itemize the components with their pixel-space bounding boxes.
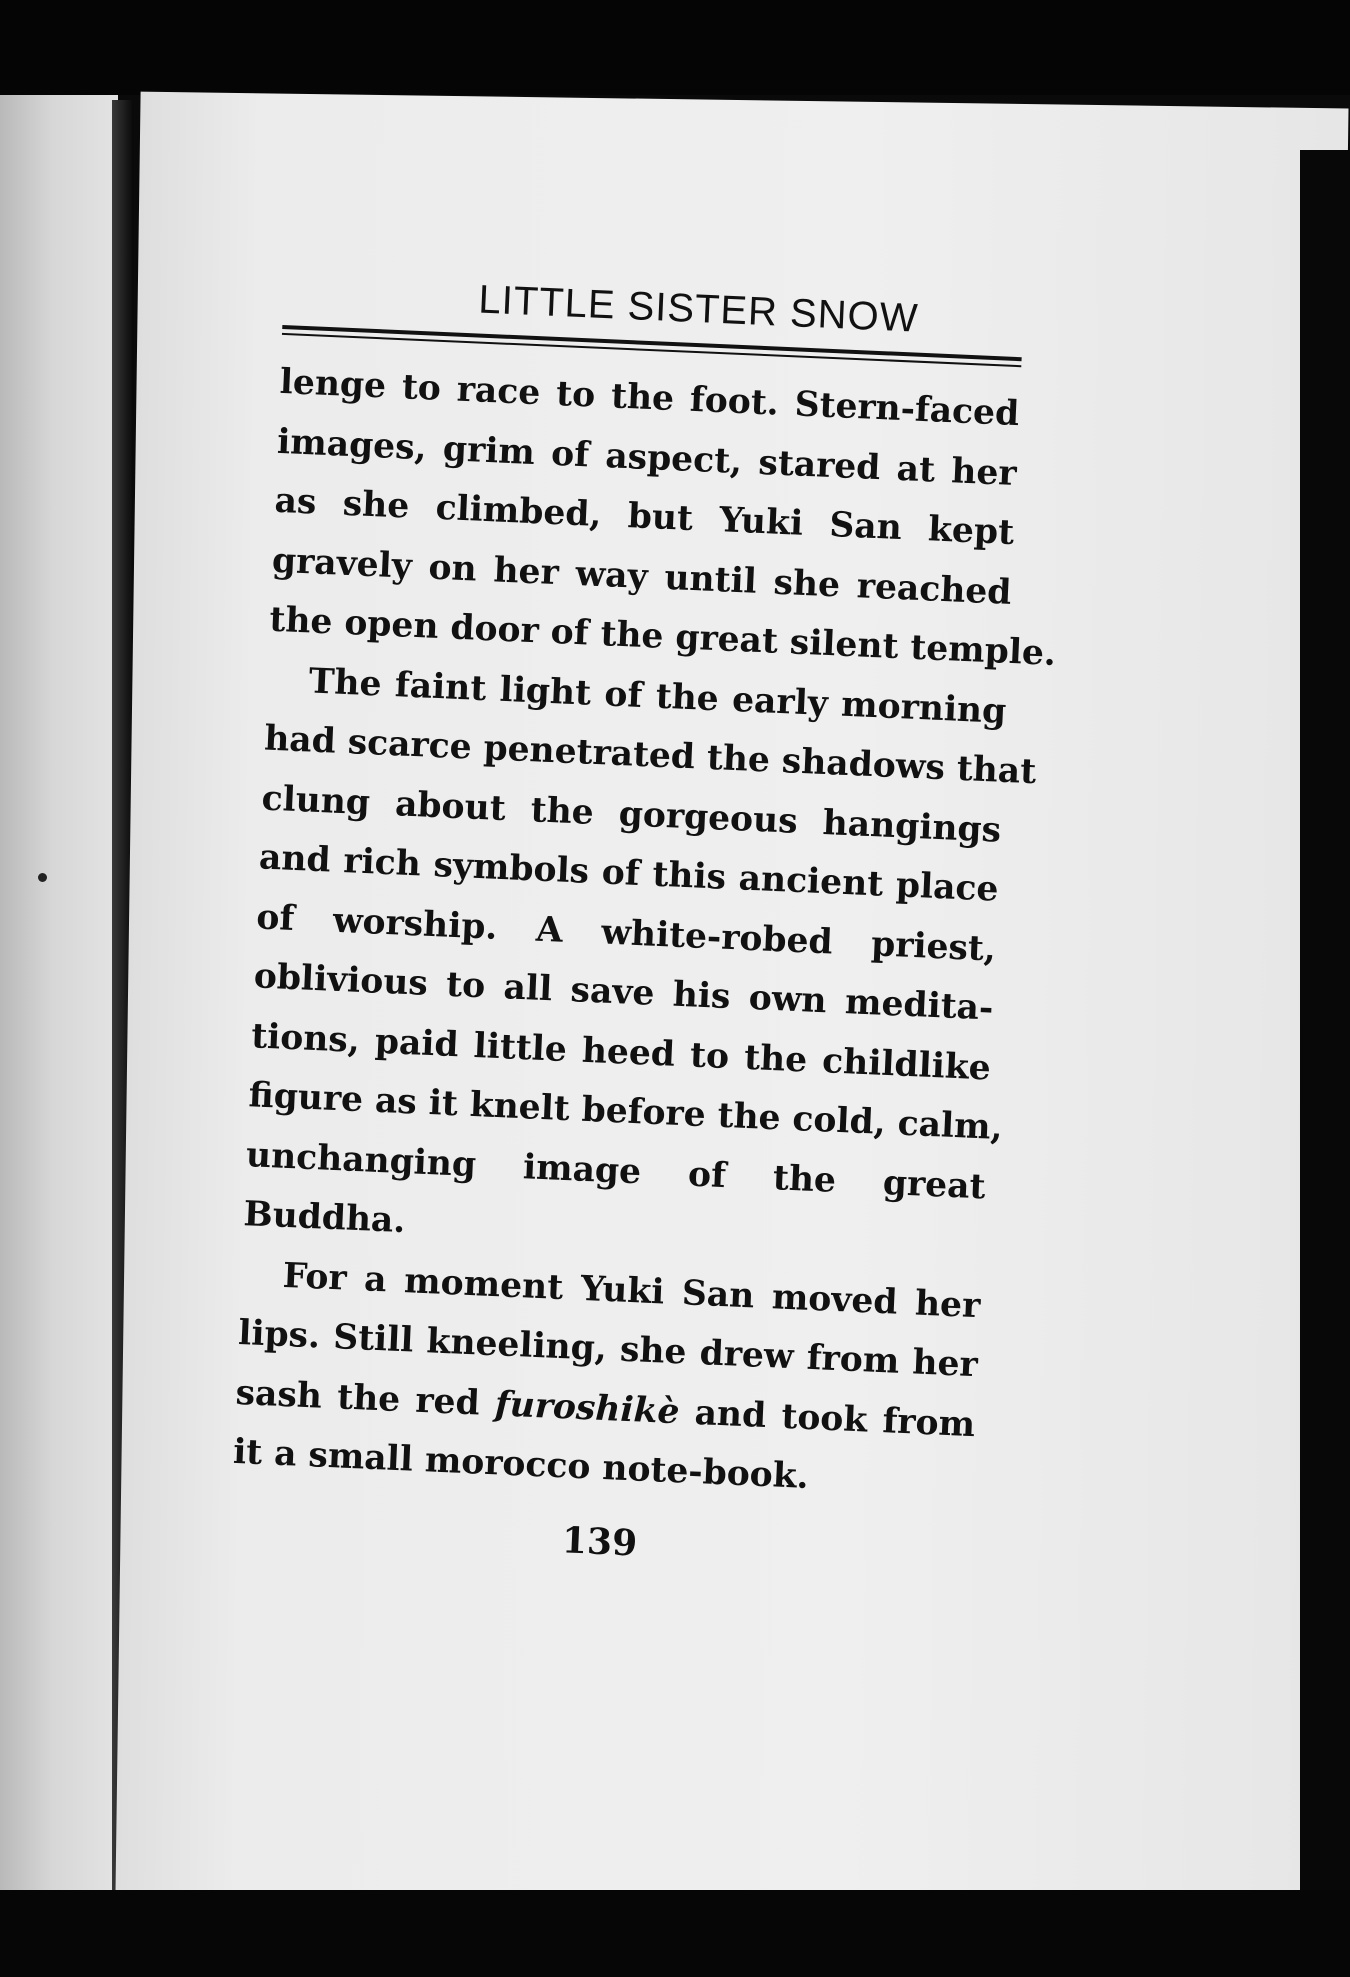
text-line: gravely on her way until she reached xyxy=(271,540,1013,613)
text-line: Buddha. xyxy=(242,1194,407,1242)
facing-page-edge xyxy=(0,95,118,1935)
text-run: sash the red xyxy=(234,1372,496,1424)
text-line: had scarce penetrated the shadows that xyxy=(263,718,1037,793)
text-line: images, grim of aspect, stared at her xyxy=(276,421,1018,494)
scan-border-bottom xyxy=(0,1890,1350,1977)
text-line: figure as it knelt before the cold, calm, xyxy=(247,1075,1004,1149)
text-line: lenge to race to the foot. Stern-faced xyxy=(279,361,1021,435)
text-line: it a small morocco note-book. xyxy=(232,1431,810,1497)
page-text-block xyxy=(229,265,1057,1579)
paragraph-2 xyxy=(242,650,1037,1277)
text-line: as she climbed, but Yuki San kept xyxy=(273,480,1015,554)
text-line: oblivious to all save his own medita- xyxy=(253,956,995,1029)
text-line: lips. Still kneeling, she drew from her xyxy=(237,1313,979,1386)
text-line: clung about the gorgeous hangings xyxy=(260,778,1002,851)
text-line: The faint light of the early morning xyxy=(308,660,1008,732)
paragraph-3 xyxy=(232,1245,982,1515)
text-run: and took from xyxy=(678,1391,976,1445)
text-line: of worship. A white-robed priest, xyxy=(255,896,997,970)
paragraph-1 xyxy=(268,353,1057,682)
text-line: tions, paid little heed to the childlike xyxy=(250,1015,992,1089)
text-line: the open door of the great silent temple. xyxy=(268,599,1057,674)
running-head: LITTLE SISTER SNOW xyxy=(477,277,920,341)
page-number: 139 xyxy=(561,1518,639,1565)
text-line: and rich symbols of this ancient place xyxy=(258,837,1000,910)
text-line: unchanging image of the great xyxy=(245,1134,987,1207)
scan-border-top xyxy=(0,0,1350,95)
scan-border-right xyxy=(1300,150,1350,1910)
scan-speck xyxy=(38,873,47,882)
text-line: For a moment Yuki San moved her xyxy=(282,1255,982,1326)
italic-term: furoshikè xyxy=(494,1383,681,1432)
